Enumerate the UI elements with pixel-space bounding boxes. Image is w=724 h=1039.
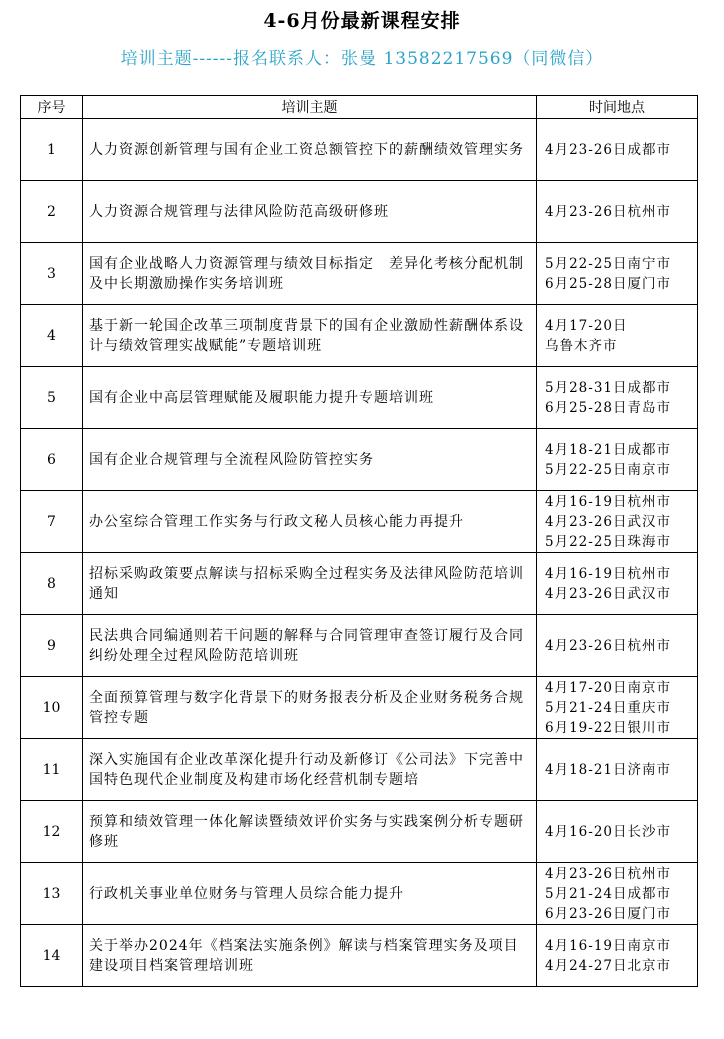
table-row bbox=[21, 677, 698, 739]
table-header-row bbox=[21, 96, 698, 119]
header-time: 时间地点 bbox=[537, 96, 698, 119]
table-row bbox=[21, 863, 698, 925]
time-location-entry: 乌鲁木齐市 bbox=[545, 337, 618, 354]
row-number: 2 bbox=[21, 181, 83, 243]
time-location-entry: 4月16-19日杭州市 bbox=[545, 565, 672, 582]
row-topic: 国有企业合规管理与全流程风险防管控实务 bbox=[83, 429, 537, 491]
time-location-entry: 5月22-25日珠海市 bbox=[545, 533, 672, 550]
header-topic: 培训主题 bbox=[83, 96, 537, 119]
row-time-location bbox=[537, 305, 698, 367]
time-location-entry: 5月28-31日成都市 bbox=[545, 379, 672, 396]
row-number: 7 bbox=[21, 491, 83, 553]
time-location-entry: 4月17-20日 bbox=[545, 317, 628, 334]
table-row bbox=[21, 181, 698, 243]
time-location-entry: 6月25-28日厦门市 bbox=[545, 275, 672, 292]
contact-subtitle: 培训主题------报名联系人：张曼 13582217569（同微信） bbox=[120, 49, 604, 69]
row-time-location bbox=[537, 553, 698, 615]
row-topic: 办公室综合管理工作实务与行政文秘人员核心能力再提升 bbox=[83, 491, 537, 553]
row-topic: 国有企业战略人力资源管理与绩效目标指定 差异化考核分配机制及中长期激励操作实务培训班 bbox=[83, 243, 537, 305]
course-schedule-table bbox=[20, 95, 698, 987]
table-row bbox=[21, 119, 698, 181]
row-time-location bbox=[537, 243, 698, 305]
time-location-entry: 4月23-26日杭州市 bbox=[545, 865, 672, 882]
time-location-entry: 6月19-22日银川市 bbox=[545, 719, 672, 736]
time-location-entry: 4月16-19日南京市 bbox=[545, 937, 672, 954]
table-row bbox=[21, 367, 698, 429]
time-location-entry: 6月23-26日厦门市 bbox=[545, 905, 672, 922]
table-row bbox=[21, 615, 698, 677]
row-time-location bbox=[537, 863, 698, 925]
time-location-entry: 4月18-21日成都市 bbox=[545, 441, 672, 458]
row-topic: 预算和绩效管理一体化解读暨绩效评价实务与实践案例分析专题研修班 bbox=[83, 801, 537, 863]
row-number: 5 bbox=[21, 367, 83, 429]
time-location-entry: 4月23-26日成都市 bbox=[545, 141, 672, 158]
time-location-entry: 4月18-21日济南市 bbox=[545, 761, 672, 778]
row-number: 8 bbox=[21, 553, 83, 615]
row-number: 1 bbox=[21, 119, 83, 181]
row-topic: 国有企业中高层管理赋能及履职能力提升专题培训班 bbox=[83, 367, 537, 429]
row-topic: 行政机关事业单位财务与管理人员综合能力提升 bbox=[83, 863, 537, 925]
row-number: 11 bbox=[21, 739, 83, 801]
row-number: 12 bbox=[21, 801, 83, 863]
header-no: 序号 bbox=[21, 96, 83, 119]
row-time-location bbox=[537, 677, 698, 739]
table-row bbox=[21, 925, 698, 987]
table-row bbox=[21, 429, 698, 491]
row-number: 9 bbox=[21, 615, 83, 677]
row-number: 14 bbox=[21, 925, 83, 987]
row-topic: 民法典合同编通则若干问题的解释与合同管理审查签订履行及合同纠纷处理全过程风险防范培训班 bbox=[83, 615, 537, 677]
row-topic: 基于新一轮国企改革三项制度背景下的国有企业激励性薪酬体系设计与绩效管理实战赋能”专题培训班 bbox=[83, 305, 537, 367]
row-number: 4 bbox=[21, 305, 83, 367]
time-location-entry: 6月25-28日青岛市 bbox=[545, 399, 672, 416]
row-number: 3 bbox=[21, 243, 83, 305]
table-row bbox=[21, 243, 698, 305]
time-location-entry: 4月24-27日北京市 bbox=[545, 957, 672, 974]
row-number: 6 bbox=[21, 429, 83, 491]
time-location-entry: 5月22-25日南京市 bbox=[545, 461, 672, 478]
row-time-location bbox=[537, 925, 698, 987]
table-body bbox=[21, 119, 698, 987]
time-location-entry: 4月23-26日杭州市 bbox=[545, 203, 672, 220]
table-row bbox=[21, 553, 698, 615]
time-location-entry: 4月23-26日杭州市 bbox=[545, 637, 672, 654]
table-row bbox=[21, 801, 698, 863]
time-location-entry: 4月17-20日南京市 bbox=[545, 679, 672, 696]
row-topic: 招标采购政策要点解读与招标采购全过程实务及法律风险防范培训通知 bbox=[83, 553, 537, 615]
time-location-entry: 5月21-24日成都市 bbox=[545, 885, 672, 902]
table-row bbox=[21, 305, 698, 367]
row-time-location bbox=[537, 181, 698, 243]
page-title: 4-6月份最新课程安排 bbox=[263, 10, 461, 32]
row-time-location bbox=[537, 367, 698, 429]
row-time-location bbox=[537, 491, 698, 553]
row-time-location bbox=[537, 429, 698, 491]
row-topic: 全面预算管理与数字化背景下的财务报表分析及企业财务税务合规管控专题 bbox=[83, 677, 537, 739]
time-location-entry: 4月16-19日杭州市 bbox=[545, 493, 672, 510]
row-number: 13 bbox=[21, 863, 83, 925]
time-location-entry: 4月23-26日武汉市 bbox=[545, 585, 672, 602]
row-number: 10 bbox=[21, 677, 83, 739]
time-location-entry: 4月23-26日武汉市 bbox=[545, 513, 672, 530]
table-row bbox=[21, 739, 698, 801]
row-time-location bbox=[537, 119, 698, 181]
row-time-location bbox=[537, 801, 698, 863]
time-location-entry: 5月22-25日南宁市 bbox=[545, 255, 672, 272]
row-topic: 人力资源合规管理与法律风险防范高级研修班 bbox=[83, 181, 537, 243]
row-topic: 关于举办2024年《档案法实施条例》解读与档案管理实务及项目建设项目档案管理培训班 bbox=[83, 925, 537, 987]
row-topic: 深入实施国有企业改革深化提升行动及新修订《公司法》下完善中国特色现代企业制度及构建市场化经营机制专题培 bbox=[83, 739, 537, 801]
time-location-entry: 4月16-20日长沙市 bbox=[545, 823, 672, 840]
row-topic: 人力资源创新管理与国有企业工资总额管控下的薪酬绩效管理实务 bbox=[83, 119, 537, 181]
table-row bbox=[21, 491, 698, 553]
row-time-location bbox=[537, 739, 698, 801]
time-location-entry: 5月21-24日重庆市 bbox=[545, 699, 672, 716]
row-time-location bbox=[537, 615, 698, 677]
